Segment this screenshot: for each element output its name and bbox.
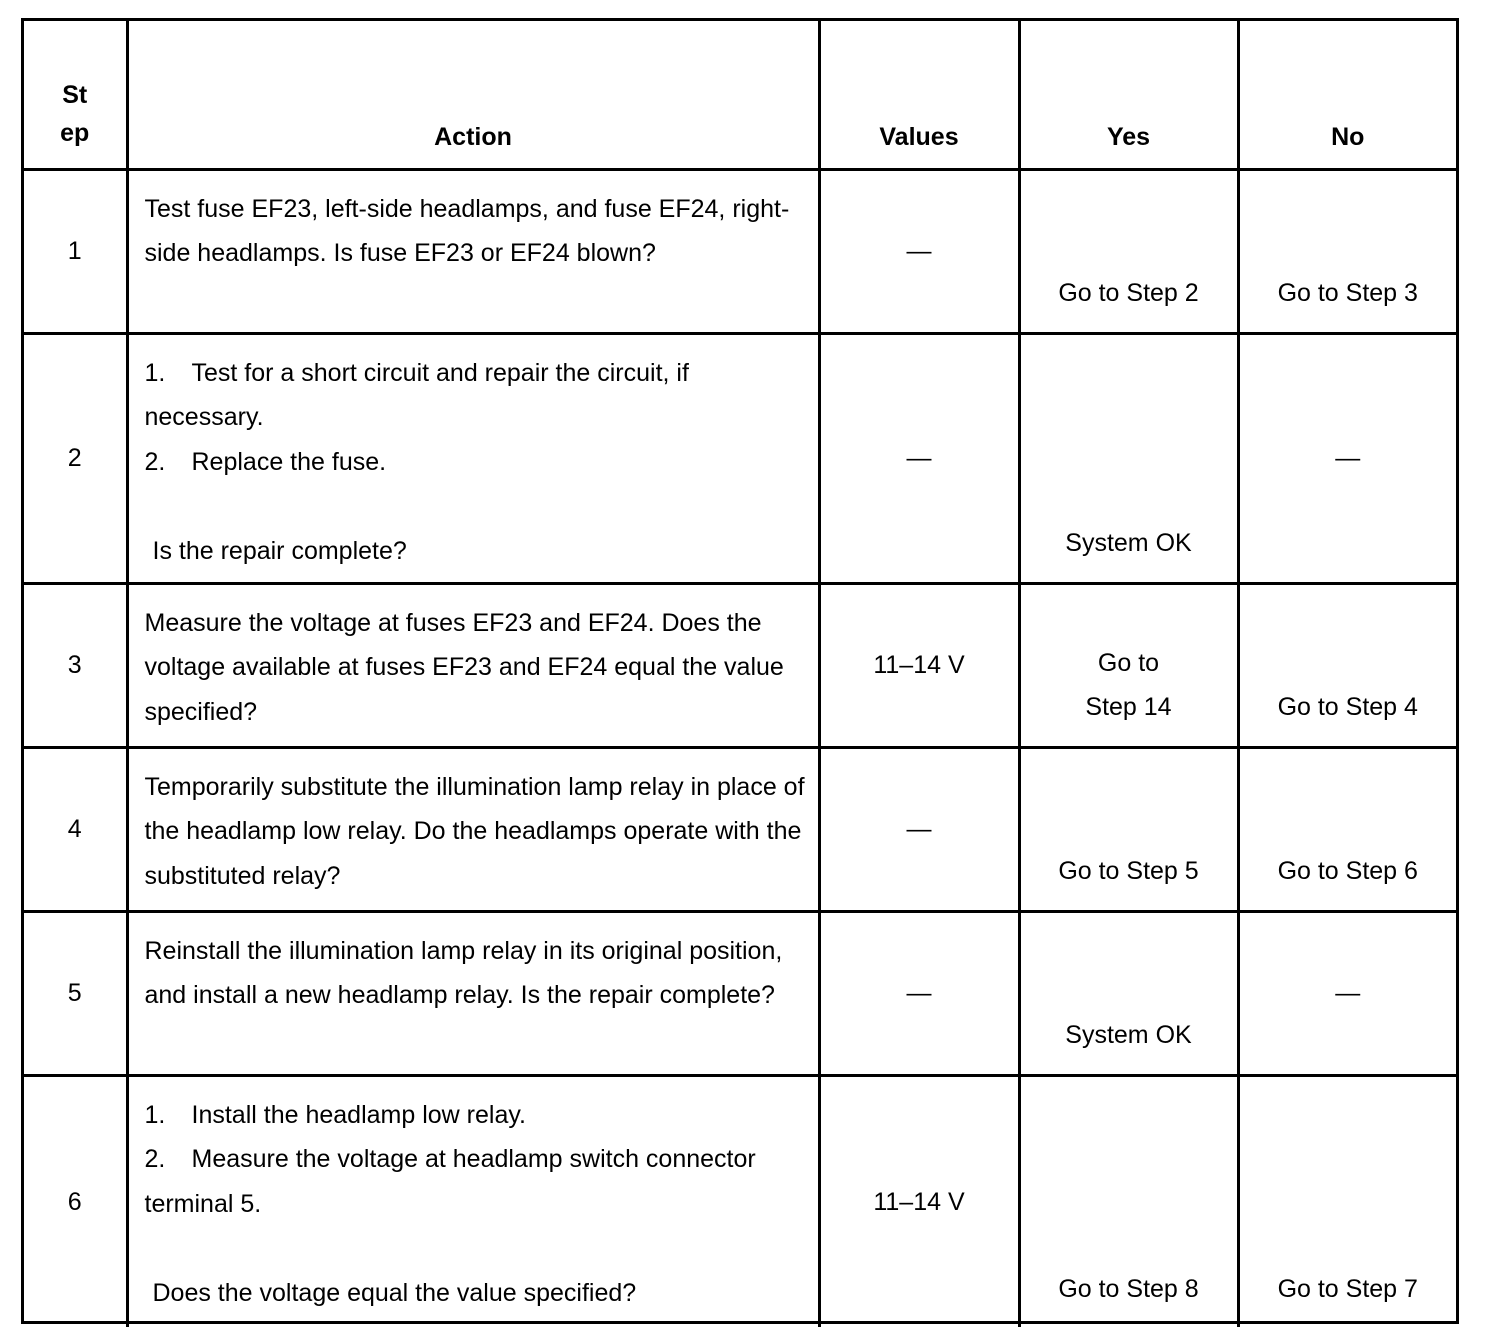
header-step-line2: ep — [60, 118, 90, 147]
value-cell: 11–14 V — [819, 583, 1019, 747]
action-question: Is the repair complete? — [152, 536, 407, 565]
no-cell: Go to Step 7 — [1238, 1075, 1456, 1327]
table-row — [24, 1075, 1456, 1327]
list-item-text: Install the headlamp low relay. — [191, 1100, 526, 1129]
step-number: 6 — [24, 1075, 127, 1327]
diagnostic-table-frame — [21, 18, 1459, 1324]
table-row — [24, 747, 1456, 911]
header-step — [24, 21, 127, 169]
header-action — [127, 21, 819, 169]
action-question: Does the voltage equal the value specified? — [152, 1278, 637, 1307]
value-cell: — — [819, 747, 1019, 911]
yes-cell: Go to Step 14 — [1019, 583, 1238, 747]
header-values-label: Values — [879, 122, 959, 151]
action-text: Temporarily substitute the illumination lamp relay in place of the headlamp low relay. Do the headlamps operate with the substituted relay? — [127, 747, 819, 911]
header-values — [819, 21, 1019, 169]
step-number: 5 — [24, 911, 127, 1075]
table-row — [24, 333, 1456, 583]
action-list — [145, 1093, 808, 1227]
list-item-number: 2. — [144, 1145, 166, 1173]
value-cell: — — [819, 911, 1019, 1075]
action-list — [145, 351, 808, 485]
table-row — [24, 911, 1456, 1075]
no-cell: — — [1238, 333, 1456, 583]
action-cell — [127, 1075, 819, 1327]
header-step-line1: St — [62, 80, 88, 109]
yes-cell: Go to Step 2 — [1019, 169, 1238, 333]
list-item-number: 1. — [144, 358, 166, 387]
step-number: 1 — [24, 169, 127, 333]
value-cell: — — [819, 169, 1019, 333]
no-cell: Go to Step 4 — [1238, 583, 1456, 747]
no-cell: Go to Step 6 — [1238, 747, 1456, 911]
list-item-number: 1. — [144, 1100, 166, 1129]
list-item-number: 2. — [144, 447, 166, 476]
table-row — [24, 169, 1456, 333]
no-cell: — — [1238, 911, 1456, 1075]
header-no-label: No — [1331, 122, 1365, 151]
header-action-label: Action — [434, 122, 512, 151]
yes-cell: System OK — [1019, 333, 1238, 583]
value-cell: — — [819, 333, 1019, 583]
step-number: 2 — [24, 333, 127, 583]
list-item-text: Test for a short circuit and repair the circuit, if necessary. — [144, 358, 689, 431]
no-cell: Go to Step 3 — [1238, 169, 1456, 333]
list-item-text: Measure the voltage at headlamp switch connector terminal 5. — [144, 1145, 756, 1218]
list-item — [145, 440, 808, 485]
header-no — [1238, 21, 1456, 169]
action-cell — [127, 333, 819, 583]
header-yes — [1019, 21, 1238, 169]
list-item — [145, 351, 808, 440]
list-item — [145, 1137, 808, 1226]
table-row — [24, 583, 1456, 747]
yes-cell: Go to Step 8 — [1019, 1075, 1238, 1327]
step-number: 3 — [24, 583, 127, 747]
list-item — [145, 1093, 808, 1138]
list-item-text: Replace the fuse. — [191, 447, 387, 476]
value-cell: 11–14 V — [819, 1075, 1019, 1327]
yes-cell: System OK — [1019, 911, 1238, 1075]
yes-cell: Go to Step 5 — [1019, 747, 1238, 911]
header-row — [24, 21, 1456, 169]
diagnostic-table — [24, 21, 1456, 1327]
action-text: Reinstall the illumination lamp relay in its original position, and install a new headlamp relay. Is the repair complete? — [127, 911, 819, 1075]
action-text: Test fuse EF23, left-side headlamps, and fuse EF24, right-side headlamps. Is fuse EF23 or EF24 blown? — [127, 169, 819, 333]
step-number: 4 — [24, 747, 127, 911]
action-text: Measure the voltage at fuses EF23 and EF24. Does the voltage available at fuses EF23 and EF24 equal the value specified? — [127, 583, 819, 747]
header-yes-label: Yes — [1106, 122, 1151, 151]
